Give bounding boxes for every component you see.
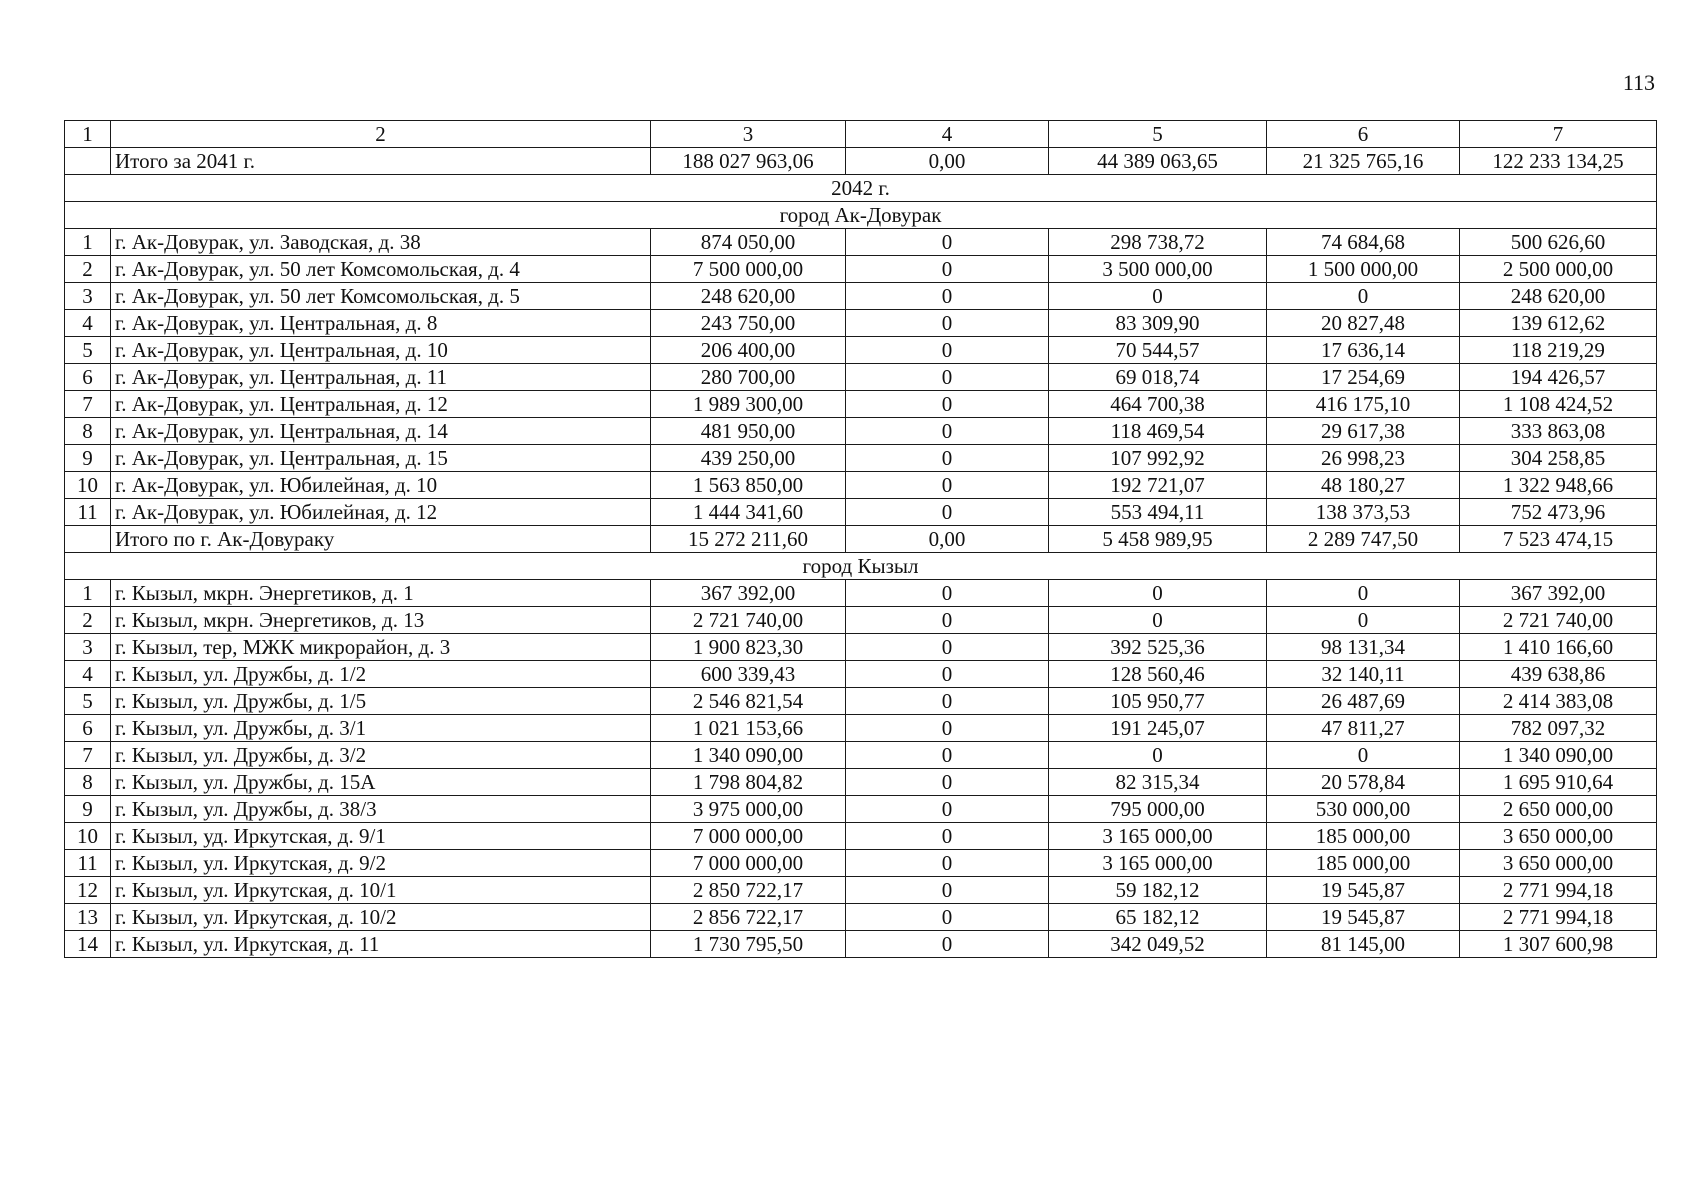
fund-cell: 0 [846, 418, 1049, 445]
table-row [65, 499, 1657, 526]
table-row [65, 688, 1657, 715]
total-value-cell: 2 289 747,50 [1267, 526, 1460, 553]
row-number-cell: 1 [65, 229, 111, 256]
local-budget-cell: 48 180,27 [1267, 472, 1460, 499]
address-cell: г. Ак-Довурак, ул. Центральная, д. 11 [111, 364, 651, 391]
owners-funds-cell: 3 650 000,00 [1460, 823, 1657, 850]
row-number-cell: 14 [65, 931, 111, 958]
local-budget-cell: 19 545,87 [1267, 877, 1460, 904]
table-row [65, 904, 1657, 931]
owners-funds-cell: 1 410 166,60 [1460, 634, 1657, 661]
regional-budget-cell: 0 [1049, 580, 1267, 607]
table-row [65, 823, 1657, 850]
document-table [64, 120, 1657, 958]
total-value-cell: 7 523 474,15 [1460, 526, 1657, 553]
total-cost-cell: 439 250,00 [651, 445, 846, 472]
local-budget-cell: 47 811,27 [1267, 715, 1460, 742]
local-budget-cell: 138 373,53 [1267, 499, 1460, 526]
table-row [65, 850, 1657, 877]
regional-budget-cell: 192 721,07 [1049, 472, 1267, 499]
local-budget-cell: 17 254,69 [1267, 364, 1460, 391]
address-cell: г. Кызыл, ул. Иркутская, д. 10/1 [111, 877, 651, 904]
total-cost-cell: 1 444 341,60 [651, 499, 846, 526]
owners-funds-cell: 248 620,00 [1460, 283, 1657, 310]
local-budget-cell: 185 000,00 [1267, 823, 1460, 850]
local-budget-cell: 0 [1267, 580, 1460, 607]
fund-cell: 0 [846, 607, 1049, 634]
city-heading-row [65, 553, 1657, 580]
address-cell: г. Кызыл, тер, МЖК микрорайон, д. 3 [111, 634, 651, 661]
local-budget-cell: 185 000,00 [1267, 850, 1460, 877]
owners-funds-cell: 333 863,08 [1460, 418, 1657, 445]
regional-budget-cell: 553 494,11 [1049, 499, 1267, 526]
table-row [65, 445, 1657, 472]
owners-funds-cell: 500 626,60 [1460, 229, 1657, 256]
total-cost-cell: 1 900 823,30 [651, 634, 846, 661]
address-cell: г. Ак-Довурак, ул. Центральная, д. 15 [111, 445, 651, 472]
total-cost-cell: 2 721 740,00 [651, 607, 846, 634]
regional-budget-cell: 3 165 000,00 [1049, 823, 1267, 850]
fund-cell: 0 [846, 742, 1049, 769]
total-cost-cell: 280 700,00 [651, 364, 846, 391]
total-cost-cell: 3 975 000,00 [651, 796, 846, 823]
local-budget-cell: 20 827,48 [1267, 310, 1460, 337]
table-row [65, 715, 1657, 742]
regional-budget-cell: 191 245,07 [1049, 715, 1267, 742]
total-cost-cell: 2 856 722,17 [651, 904, 846, 931]
table-row [65, 337, 1657, 364]
total-cost-cell: 367 392,00 [651, 580, 846, 607]
local-budget-cell: 26 998,23 [1267, 445, 1460, 472]
row-number-cell: 10 [65, 823, 111, 850]
regional-budget-cell: 69 018,74 [1049, 364, 1267, 391]
address-cell: г. Ак-Довурак, ул. Центральная, д. 8 [111, 310, 651, 337]
table-row [65, 634, 1657, 661]
row-number-cell: 2 [65, 256, 111, 283]
column-number-cell: 6 [1267, 121, 1460, 148]
total-value-cell: 122 233 134,25 [1460, 148, 1657, 175]
local-budget-cell: 74 684,68 [1267, 229, 1460, 256]
city-heading: город Кызыл [65, 553, 1657, 580]
local-budget-cell: 1 500 000,00 [1267, 256, 1460, 283]
total-cost-cell: 248 620,00 [651, 283, 846, 310]
fund-cell: 0 [846, 769, 1049, 796]
local-budget-cell: 19 545,87 [1267, 904, 1460, 931]
total-cost-cell: 7 000 000,00 [651, 850, 846, 877]
total-value-cell: 5 458 989,95 [1049, 526, 1267, 553]
row-number-cell: 1 [65, 580, 111, 607]
local-budget-cell: 0 [1267, 742, 1460, 769]
row-number-cell: 11 [65, 499, 111, 526]
owners-funds-cell: 139 612,62 [1460, 310, 1657, 337]
local-budget-cell: 98 131,34 [1267, 634, 1460, 661]
address-cell: г. Кызыл, ул. Иркутская, д. 9/2 [111, 850, 651, 877]
table-row [65, 931, 1657, 958]
owners-funds-cell: 752 473,96 [1460, 499, 1657, 526]
fund-cell: 0 [846, 931, 1049, 958]
regional-budget-cell: 795 000,00 [1049, 796, 1267, 823]
row-number-cell: 6 [65, 364, 111, 391]
fund-cell: 0 [846, 283, 1049, 310]
fund-cell: 0 [846, 499, 1049, 526]
address-cell: г. Кызыл, мкрн. Энергетиков, д. 1 [111, 580, 651, 607]
address-cell: г. Кызыл, ул. Иркутская, д. 10/2 [111, 904, 651, 931]
fund-cell: 0 [846, 661, 1049, 688]
row-number-cell: 4 [65, 661, 111, 688]
fund-cell: 0 [846, 904, 1049, 931]
total-cost-cell: 206 400,00 [651, 337, 846, 364]
total-row [65, 148, 1657, 175]
regional-budget-cell: 83 309,90 [1049, 310, 1267, 337]
owners-funds-cell: 2 500 000,00 [1460, 256, 1657, 283]
total-value-cell: 44 389 063,65 [1049, 148, 1267, 175]
regional-budget-cell: 298 738,72 [1049, 229, 1267, 256]
regional-budget-cell: 3 165 000,00 [1049, 850, 1267, 877]
local-budget-cell: 17 636,14 [1267, 337, 1460, 364]
owners-funds-cell: 2 721 740,00 [1460, 607, 1657, 634]
address-cell: г. Ак-Довурак, ул. Центральная, д. 12 [111, 391, 651, 418]
table-row [65, 472, 1657, 499]
fund-cell: 0 [846, 715, 1049, 742]
total-value-cell: 0,00 [846, 148, 1049, 175]
regional-budget-cell: 464 700,38 [1049, 391, 1267, 418]
total-value-cell: 15 272 211,60 [651, 526, 846, 553]
total-cost-cell: 1 989 300,00 [651, 391, 846, 418]
total-value-cell: 188 027 963,06 [651, 148, 846, 175]
column-number-row [65, 121, 1657, 148]
owners-funds-cell: 1 322 948,66 [1460, 472, 1657, 499]
row-number-cell: 7 [65, 742, 111, 769]
table-row [65, 364, 1657, 391]
regional-budget-cell: 105 950,77 [1049, 688, 1267, 715]
regional-budget-cell: 118 469,54 [1049, 418, 1267, 445]
table-row [65, 283, 1657, 310]
table-row [65, 391, 1657, 418]
column-number-cell: 7 [1460, 121, 1657, 148]
fund-cell: 0 [846, 445, 1049, 472]
row-number-cell [65, 148, 111, 175]
regional-budget-cell: 3 500 000,00 [1049, 256, 1267, 283]
owners-funds-cell: 2 771 994,18 [1460, 877, 1657, 904]
row-number-cell: 5 [65, 337, 111, 364]
owners-funds-cell: 1 108 424,52 [1460, 391, 1657, 418]
regional-budget-cell: 0 [1049, 607, 1267, 634]
total-label-cell: Итого за 2041 г. [111, 148, 651, 175]
row-number-cell: 3 [65, 634, 111, 661]
fund-cell: 0 [846, 850, 1049, 877]
fund-cell: 0 [846, 796, 1049, 823]
fund-cell: 0 [846, 337, 1049, 364]
address-cell: г. Кызыл, мкрн. Энергетиков, д. 13 [111, 607, 651, 634]
address-cell: г. Ак-Довурак, ул. Центральная, д. 10 [111, 337, 651, 364]
row-number-cell: 6 [65, 715, 111, 742]
row-number-cell [65, 526, 111, 553]
owners-funds-cell: 2 650 000,00 [1460, 796, 1657, 823]
regional-budget-cell: 128 560,46 [1049, 661, 1267, 688]
regional-budget-cell: 392 525,36 [1049, 634, 1267, 661]
owners-funds-cell: 782 097,32 [1460, 715, 1657, 742]
regional-budget-cell: 82 315,34 [1049, 769, 1267, 796]
fund-cell: 0 [846, 823, 1049, 850]
row-number-cell: 7 [65, 391, 111, 418]
year-heading-row [65, 175, 1657, 202]
document-table-container [64, 120, 1656, 958]
fund-cell: 0 [846, 580, 1049, 607]
total-cost-cell: 1 021 153,66 [651, 715, 846, 742]
total-cost-cell: 2 850 722,17 [651, 877, 846, 904]
row-number-cell: 5 [65, 688, 111, 715]
address-cell: г. Ак-Довурак, ул. Заводская, д. 38 [111, 229, 651, 256]
owners-funds-cell: 1 307 600,98 [1460, 931, 1657, 958]
row-number-cell: 8 [65, 418, 111, 445]
fund-cell: 0 [846, 472, 1049, 499]
table-row [65, 769, 1657, 796]
regional-budget-cell: 342 049,52 [1049, 931, 1267, 958]
table-row [65, 796, 1657, 823]
owners-funds-cell: 118 219,29 [1460, 337, 1657, 364]
address-cell: г. Ак-Довурак, ул. Центральная, д. 14 [111, 418, 651, 445]
row-number-cell: 8 [65, 769, 111, 796]
address-cell: г. Кызыл, ул. Дружбы, д. 15А [111, 769, 651, 796]
total-cost-cell: 1 563 850,00 [651, 472, 846, 499]
address-cell: г. Кызыл, уд. Иркутская, д. 9/1 [111, 823, 651, 850]
total-value-cell: 0,00 [846, 526, 1049, 553]
address-cell: г. Кызыл, ул. Дружбы, д. 1/2 [111, 661, 651, 688]
table-row [65, 607, 1657, 634]
row-number-cell: 4 [65, 310, 111, 337]
table-row [65, 229, 1657, 256]
address-cell: г. Ак-Довурак, ул. 50 лет Комсомольская, д. 4 [111, 256, 651, 283]
local-budget-cell: 32 140,11 [1267, 661, 1460, 688]
local-budget-cell: 29 617,38 [1267, 418, 1460, 445]
regional-budget-cell: 0 [1049, 742, 1267, 769]
row-number-cell: 2 [65, 607, 111, 634]
city-heading: город Ак-Довурак [65, 202, 1657, 229]
total-row [65, 526, 1657, 553]
address-cell: г. Кызыл, ул. Дружбы, д. 3/2 [111, 742, 651, 769]
fund-cell: 0 [846, 310, 1049, 337]
row-number-cell: 12 [65, 877, 111, 904]
table-row [65, 661, 1657, 688]
address-cell: г. Кызыл, ул. Дружбы, д. 1/5 [111, 688, 651, 715]
table-row [65, 418, 1657, 445]
owners-funds-cell: 3 650 000,00 [1460, 850, 1657, 877]
address-cell: г. Кызыл, ул. Дружбы, д. 3/1 [111, 715, 651, 742]
regional-budget-cell: 70 544,57 [1049, 337, 1267, 364]
owners-funds-cell: 1 340 090,00 [1460, 742, 1657, 769]
table-row [65, 310, 1657, 337]
table-row [65, 742, 1657, 769]
address-cell: г. Кызыл, ул. Дружбы, д. 38/3 [111, 796, 651, 823]
address-cell: г. Ак-Довурак, ул. Юбилейная, д. 10 [111, 472, 651, 499]
fund-cell: 0 [846, 877, 1049, 904]
page-number: 113 [1622, 70, 1655, 95]
fund-cell: 0 [846, 391, 1049, 418]
owners-funds-cell: 1 695 910,64 [1460, 769, 1657, 796]
row-number-cell: 10 [65, 472, 111, 499]
row-number-cell: 11 [65, 850, 111, 877]
row-number-cell: 13 [65, 904, 111, 931]
total-cost-cell: 1 340 090,00 [651, 742, 846, 769]
row-number-cell: 9 [65, 796, 111, 823]
local-budget-cell: 81 145,00 [1267, 931, 1460, 958]
total-cost-cell: 243 750,00 [651, 310, 846, 337]
fund-cell: 0 [846, 229, 1049, 256]
local-budget-cell: 20 578,84 [1267, 769, 1460, 796]
total-cost-cell: 481 950,00 [651, 418, 846, 445]
owners-funds-cell: 367 392,00 [1460, 580, 1657, 607]
row-number-cell: 9 [65, 445, 111, 472]
address-cell: г. Ак-Довурак, ул. 50 лет Комсомольская, д. 5 [111, 283, 651, 310]
address-cell: г. Ак-Довурак, ул. Юбилейная, д. 12 [111, 499, 651, 526]
column-number-cell: 1 [65, 121, 111, 148]
total-cost-cell: 2 546 821,54 [651, 688, 846, 715]
total-value-cell: 21 325 765,16 [1267, 148, 1460, 175]
row-number-cell: 3 [65, 283, 111, 310]
total-cost-cell: 1 798 804,82 [651, 769, 846, 796]
local-budget-cell: 26 487,69 [1267, 688, 1460, 715]
fund-cell: 0 [846, 256, 1049, 283]
fund-cell: 0 [846, 634, 1049, 661]
city-heading-row [65, 202, 1657, 229]
local-budget-cell: 0 [1267, 283, 1460, 310]
table-body [65, 121, 1657, 958]
local-budget-cell: 530 000,00 [1267, 796, 1460, 823]
column-number-cell: 4 [846, 121, 1049, 148]
owners-funds-cell: 304 258,85 [1460, 445, 1657, 472]
fund-cell: 0 [846, 688, 1049, 715]
regional-budget-cell: 59 182,12 [1049, 877, 1267, 904]
table-row [65, 877, 1657, 904]
column-number-cell: 5 [1049, 121, 1267, 148]
owners-funds-cell: 2 771 994,18 [1460, 904, 1657, 931]
column-number-cell: 2 [111, 121, 651, 148]
total-label-cell: Итого по г. Ак-Довураку [111, 526, 651, 553]
total-cost-cell: 1 730 795,50 [651, 931, 846, 958]
owners-funds-cell: 439 638,86 [1460, 661, 1657, 688]
owners-funds-cell: 2 414 383,08 [1460, 688, 1657, 715]
total-cost-cell: 874 050,00 [651, 229, 846, 256]
total-cost-cell: 7 500 000,00 [651, 256, 846, 283]
regional-budget-cell: 0 [1049, 283, 1267, 310]
owners-funds-cell: 194 426,57 [1460, 364, 1657, 391]
year-heading: 2042 г. [65, 175, 1657, 202]
fund-cell: 0 [846, 364, 1049, 391]
local-budget-cell: 416 175,10 [1267, 391, 1460, 418]
regional-budget-cell: 107 992,92 [1049, 445, 1267, 472]
table-row [65, 580, 1657, 607]
local-budget-cell: 0 [1267, 607, 1460, 634]
table-row [65, 256, 1657, 283]
regional-budget-cell: 65 182,12 [1049, 904, 1267, 931]
address-cell: г. Кызыл, ул. Иркутская, д. 11 [111, 931, 651, 958]
column-number-cell: 3 [651, 121, 846, 148]
total-cost-cell: 7 000 000,00 [651, 823, 846, 850]
total-cost-cell: 600 339,43 [651, 661, 846, 688]
